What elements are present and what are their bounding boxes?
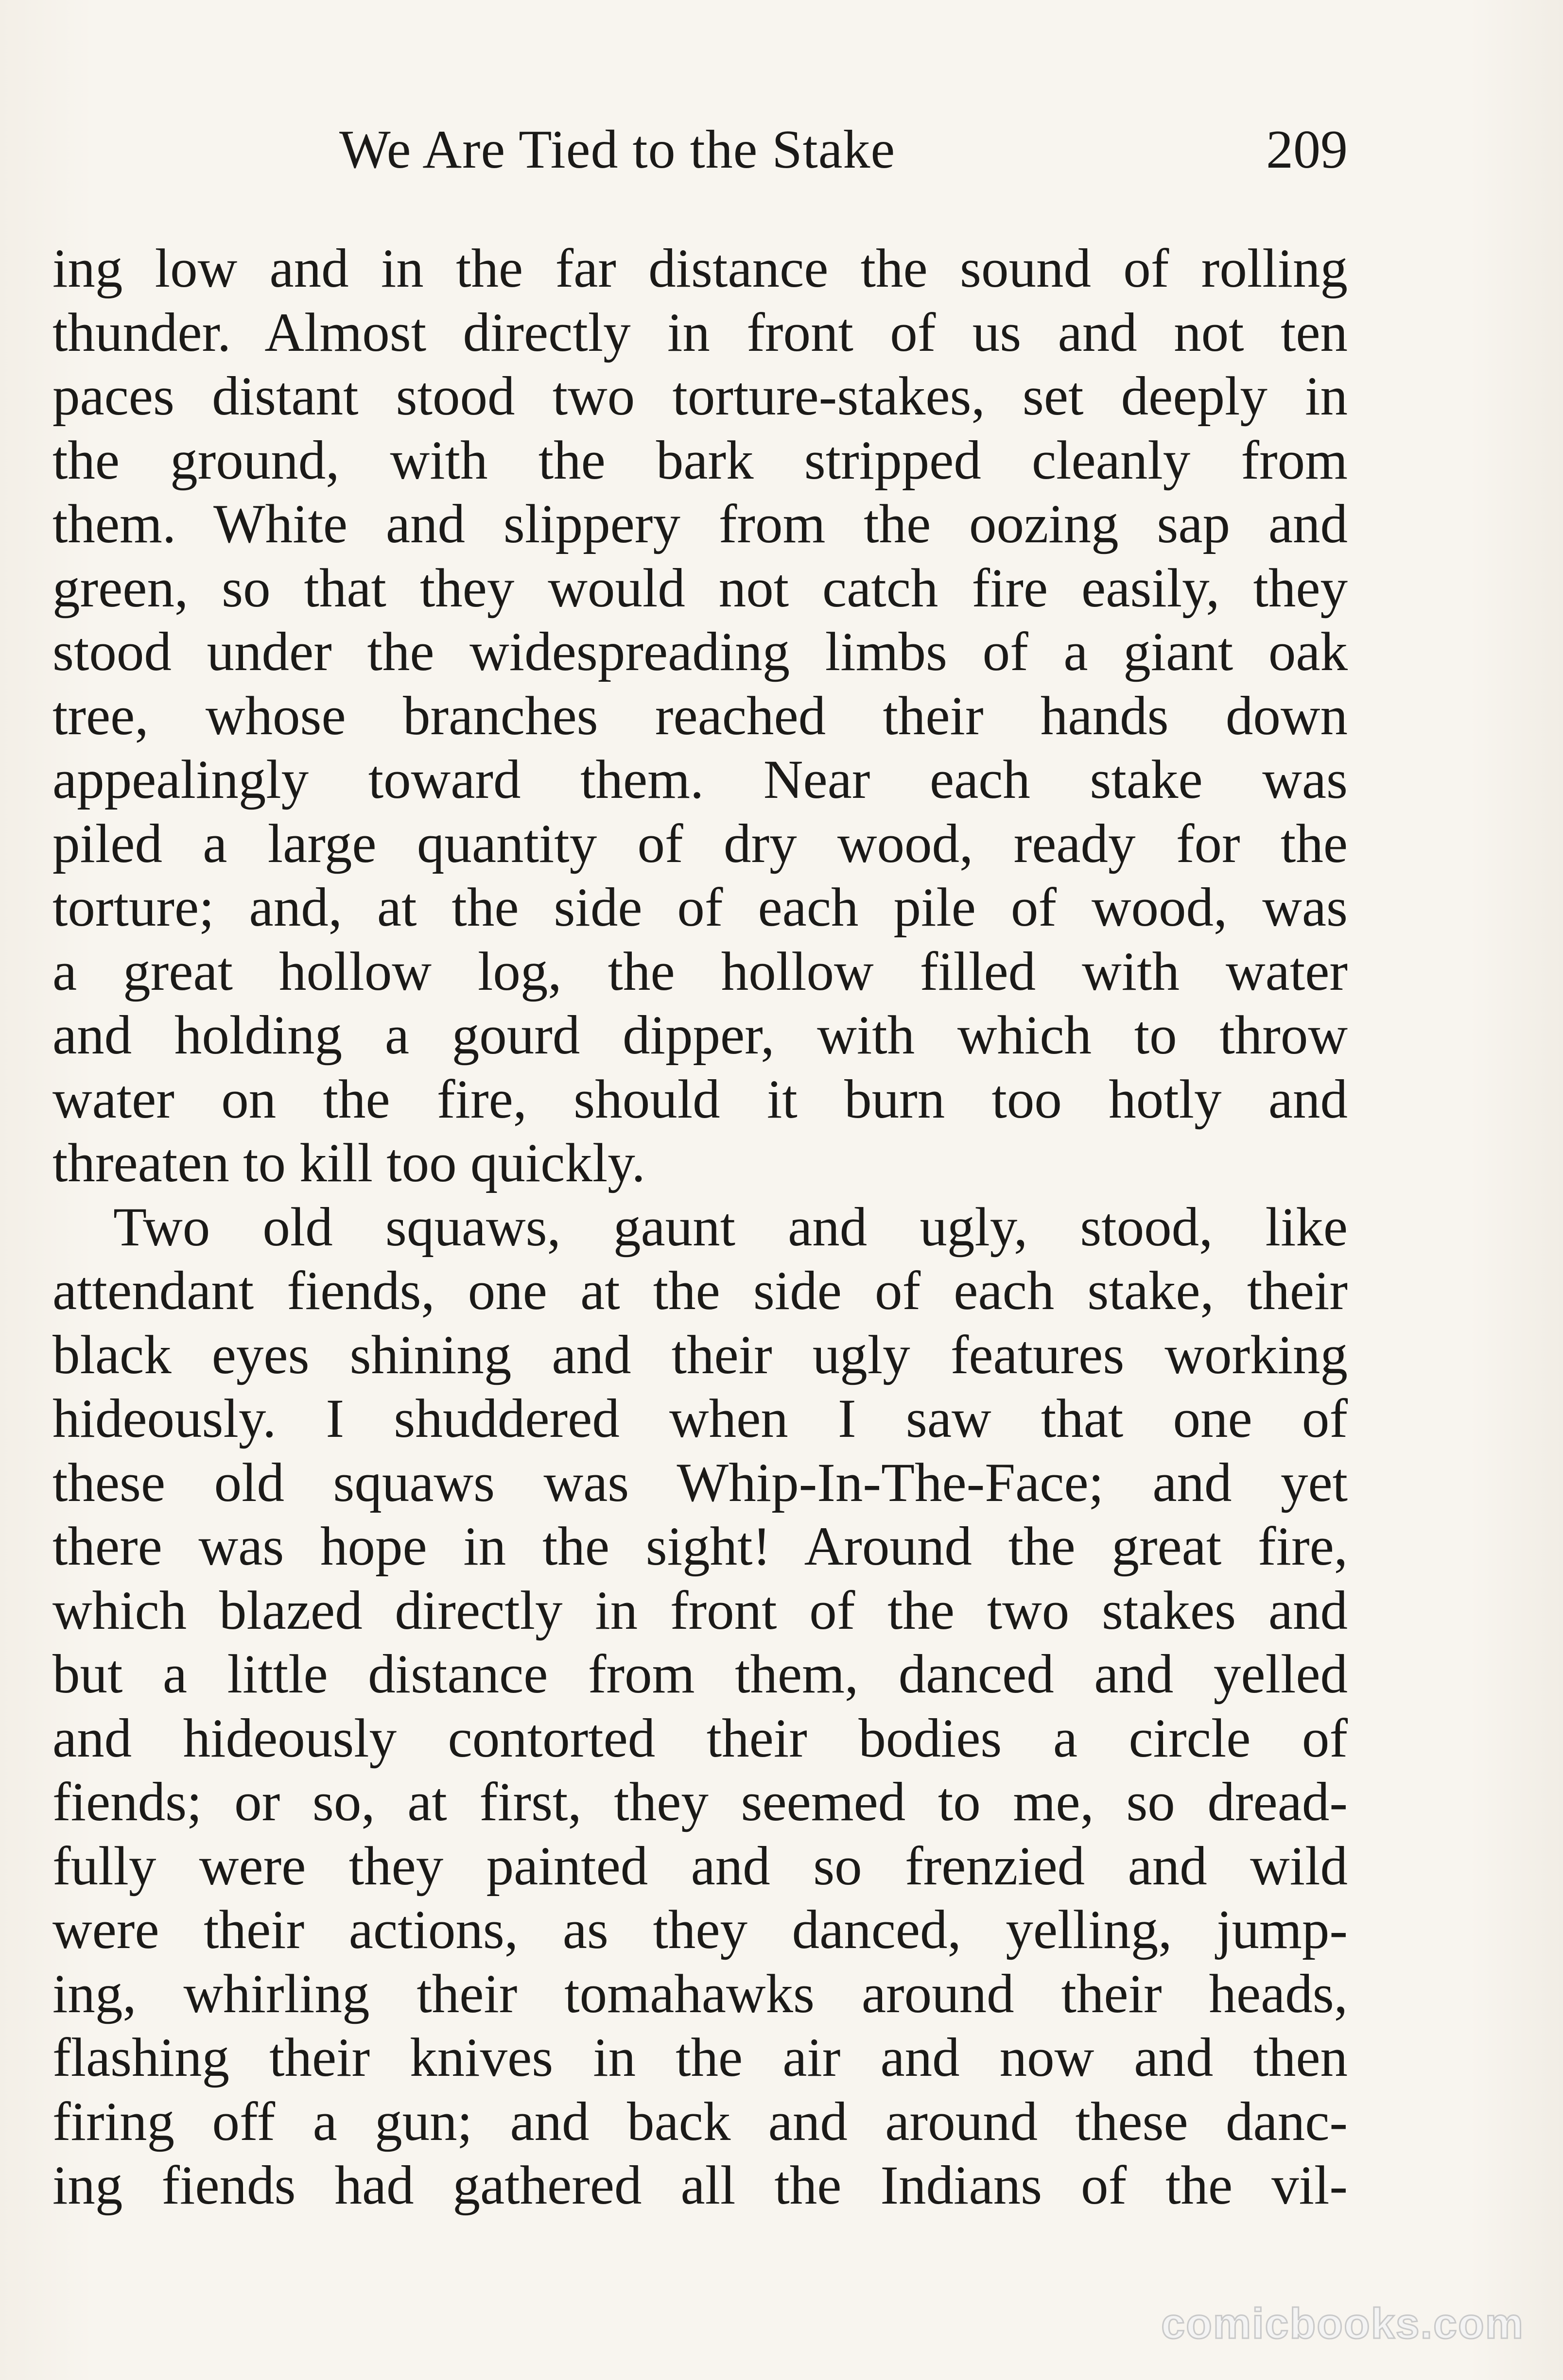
- text-line: threaten to kill too quickly.: [52, 1133, 645, 1193]
- text-line: hideously. I shuddered when I saw that one of: [52, 1388, 1348, 1449]
- text-line: the ground, with the bark stripped cleanly from: [52, 430, 1348, 491]
- text-line: thunder. Almost directly in front of us and not ten: [52, 302, 1348, 363]
- text-line: there was hope in the sight! Around the great fire,: [52, 1516, 1348, 1577]
- page-number: 209: [1266, 120, 1348, 180]
- watermark: comicbooks.com: [1161, 2299, 1524, 2347]
- text-line: ing fiends had gathered all the Indians of the vil-: [52, 2155, 1348, 2216]
- text-line: these old squaws was Whip-In-The-Face; and yet: [52, 1452, 1348, 1513]
- text-line: and hideously contorted their bodies a circle of: [52, 1707, 1348, 1769]
- text-line: a great hollow log, the hollow filled with water: [52, 941, 1348, 1002]
- text-line: but a little distance from them, danced and yelled: [52, 1644, 1348, 1705]
- text-line: and holding a gourd dipper, with which to throw: [52, 1005, 1348, 1066]
- text-line: tree, whose branches reached their hands down: [52, 685, 1348, 746]
- text-line: were their actions, as they danced, yelling, jump-: [52, 1899, 1348, 1960]
- text-line: firing off a gun; and back and around these danc-: [52, 2091, 1348, 2152]
- text-line: which blazed directly in front of the two stakes and: [52, 1580, 1348, 1641]
- paragraph-first-line: Two old squaws, gaunt and ugly, stood, like: [113, 1196, 1348, 1258]
- text-line: fully were they painted and so frenzied and wild: [52, 1835, 1348, 1897]
- text-line: piled a large quantity of dry wood, ready for the: [52, 813, 1348, 874]
- text-line: them. White and slippery from the oozing sap and: [52, 494, 1348, 554]
- text-line: torture; and, at the side of each pile of wood, was: [52, 877, 1348, 938]
- running-head: We Are Tied to the Stake: [339, 120, 896, 180]
- text-line: black eyes shining and their ugly features working: [52, 1324, 1348, 1385]
- text-line: stood under the widespreading limbs of a giant oak: [52, 621, 1348, 682]
- text-line: paces distant stood two torture-stakes, set deeply in: [52, 366, 1348, 427]
- text-line: water on the fire, should it burn too hotly and: [52, 1069, 1348, 1130]
- text-line: attendant fiends, one at the side of each stake, their: [52, 1260, 1348, 1321]
- text-line: ing, whirling their tomahawks around their heads,: [52, 1963, 1348, 2024]
- text-line: fiends; or so, at first, they seemed to me, so dread-: [52, 1772, 1348, 1832]
- text-line: flashing their knives in the air and now and then: [52, 2027, 1348, 2088]
- body-text: [52, 237, 1348, 2218]
- text-line: ing low and in the far distance the sound of rolling: [52, 238, 1348, 299]
- text-line: green, so that they would not catch fire easily, they: [52, 557, 1348, 619]
- page-header: [52, 116, 1348, 184]
- text-line: appealingly toward them. Near each stake was: [52, 749, 1348, 810]
